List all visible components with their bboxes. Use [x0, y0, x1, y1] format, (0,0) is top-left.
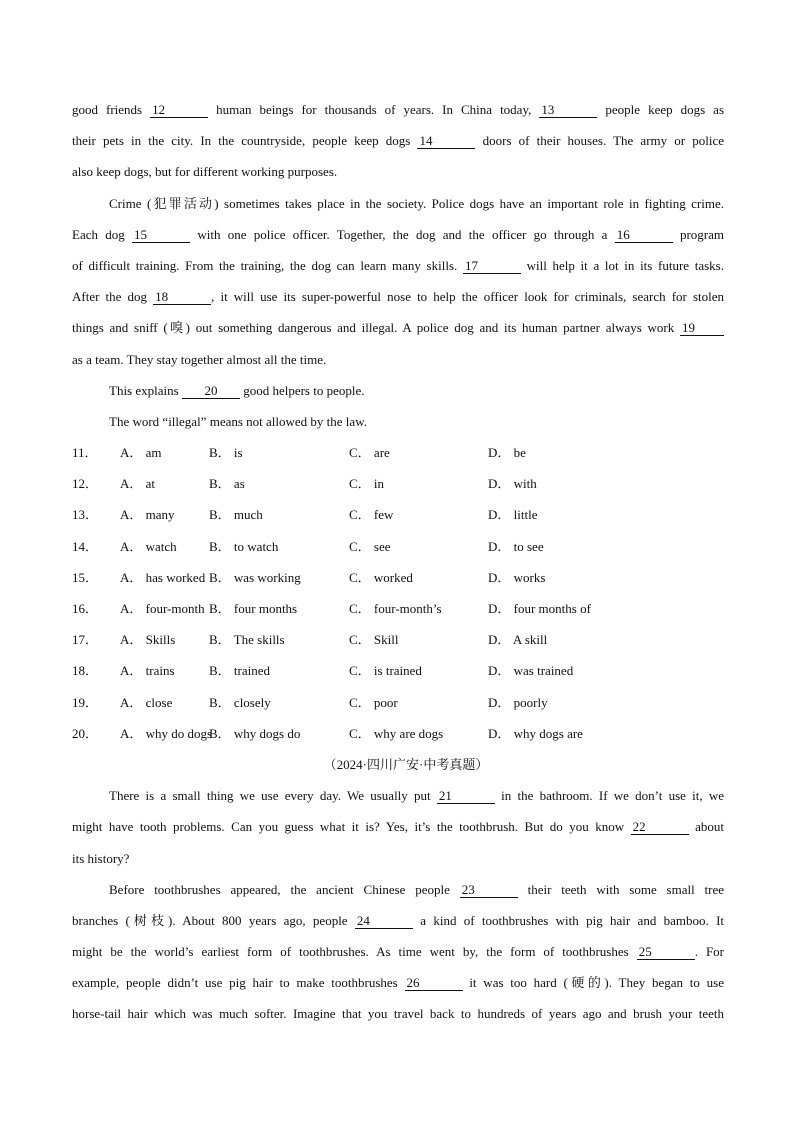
text: things and sniff (嗅) out something dangerous and illegal. A police dog and its human partner always work — [72, 320, 675, 336]
option-d[interactable]: D． why dogs are — [488, 725, 583, 741]
passage2-line-5 — [72, 909, 724, 940]
blank-18[interactable]: 18 — [153, 289, 211, 305]
blank-13[interactable]: 13 — [539, 102, 597, 118]
question-options-row — [72, 659, 724, 690]
option-c[interactable]: C． is trained — [349, 663, 422, 679]
option-b[interactable]: B． trained — [209, 663, 271, 679]
option-d[interactable]: D． little — [488, 507, 538, 523]
passage2-line-7 — [72, 971, 724, 1002]
option-b[interactable]: B． as — [209, 476, 245, 492]
option-b[interactable]: B． was working — [209, 569, 301, 585]
option-a[interactable]: A． trains — [120, 663, 175, 679]
option-a[interactable]: A． why do dogs — [120, 725, 213, 741]
option-d[interactable]: D． poorly — [488, 694, 548, 710]
passage1-line-8 — [72, 316, 724, 347]
passage1-line-3: also keep dogs, but for different working purposes. — [72, 164, 338, 180]
text: a kind of toothbrushes with pig hair and bamboo. It — [420, 912, 725, 928]
blank-26[interactable]: 26 — [405, 975, 463, 991]
text: with one police officer. Together, the dog and the officer go through a — [197, 226, 608, 242]
option-a[interactable]: A． four-month — [120, 601, 205, 616]
option-c[interactable]: C． why are dogs — [349, 725, 444, 741]
question-number: 15． — [72, 569, 99, 585]
text: will help it a lot in its future tasks. — [526, 257, 724, 273]
question-options-row — [72, 503, 724, 534]
option-b[interactable]: B． is — [209, 445, 243, 461]
option-c[interactable]: C． Skill — [349, 632, 399, 648]
text: it was too hard (硬的). They began to use — [469, 975, 725, 991]
text: branches (树枝). About 800 years ago, people — [72, 912, 348, 928]
blank-16[interactable]: 16 — [615, 227, 673, 243]
option-d[interactable]: D． works — [488, 569, 546, 585]
option-c[interactable]: C． see — [349, 538, 391, 554]
option-a[interactable]: A． at — [120, 476, 156, 492]
question-number: 20． — [72, 725, 99, 741]
question-options-row — [72, 691, 724, 722]
question-number: 13． — [72, 507, 99, 523]
option-c[interactable]: C． four-month’s — [349, 601, 442, 616]
question-number: 11． — [72, 445, 98, 461]
question-number: 19． — [72, 694, 99, 710]
question-options-row — [72, 441, 724, 472]
text: program — [679, 226, 725, 242]
text: This explains — [109, 382, 179, 398]
passage1-line-7 — [72, 285, 724, 316]
text: There is a small thing we use every day. We usually put — [109, 788, 431, 804]
text: . For — [694, 944, 725, 960]
option-d[interactable]: D． to see — [488, 538, 544, 554]
text: good helpers to people. — [243, 382, 365, 398]
text: Each dog — [72, 226, 125, 242]
text: After the dog — [72, 289, 147, 305]
blank-24[interactable]: 24 — [355, 913, 413, 929]
blank-23[interactable]: 23 — [460, 882, 518, 898]
question-number: 17． — [72, 632, 99, 648]
text: their pets in the city. In the countryside, people keep dogs — [72, 133, 411, 149]
options-list — [72, 441, 724, 753]
source-label: （2024·四川广安·中考真题） — [323, 756, 489, 772]
option-c[interactable]: C． worked — [349, 569, 413, 585]
passage1-line-1 — [72, 98, 724, 129]
option-c[interactable]: C． are — [349, 445, 390, 461]
option-d[interactable]: D． with — [488, 476, 537, 492]
option-a[interactable]: A． close — [120, 694, 173, 710]
option-a[interactable]: A． many — [120, 507, 175, 523]
text: doors of their houses. The army or police — [482, 133, 725, 149]
passage1-line-6 — [72, 254, 724, 285]
passage1-line-10 — [72, 379, 724, 410]
passage1-line-4: Crime (犯罪活动) sometimes takes place in the society. Police dogs have an important role in fighting crime. — [109, 195, 724, 211]
passage2-line-4 — [72, 878, 724, 909]
option-b[interactable]: B． to watch — [209, 538, 279, 554]
option-c[interactable]: C． few — [349, 507, 394, 523]
option-b[interactable]: B． four months — [209, 601, 298, 616]
blank-25[interactable]: 25 — [637, 944, 695, 960]
question-number: 18． — [72, 663, 99, 679]
blank-15[interactable]: 15 — [132, 227, 190, 243]
option-a[interactable]: A． watch — [120, 538, 177, 554]
text: might have tooth problems. Can you guess what it is? Yes, it’s the toothbrush. But do you know — [72, 819, 625, 835]
option-c[interactable]: C． poor — [349, 694, 398, 710]
passage2-line-8: horse-tail hair which was much softer. Imagine that you travel back to hundreds of years ago and brush your teeth — [72, 1006, 724, 1022]
text: example, people didn’t use pig hair to make toothbrushes — [72, 975, 398, 991]
passage2-line-6 — [72, 940, 724, 971]
question-options-row — [72, 722, 724, 753]
text: human beings for thousands of years. In China today, — [216, 102, 532, 117]
text: of difficult training. From the training, the dog can learn many skills. — [72, 257, 458, 273]
text: Before toothbrushes appeared, the ancient Chinese people — [109, 881, 450, 897]
passage2-line-3: its history? — [72, 850, 130, 866]
passage1-line-9: as a team. They stay together almost all the time. — [72, 351, 327, 367]
text: their teeth with some small tree — [527, 881, 725, 897]
text: , it will use its super-powerful nose to help the officer look for criminals, search for stolen — [211, 289, 725, 305]
question-options-row — [72, 597, 724, 628]
blank-17[interactable]: 17 — [463, 258, 521, 274]
option-b[interactable]: B． closely — [209, 694, 271, 710]
blank-22[interactable]: 22 — [631, 819, 689, 835]
passage2-line-2 — [72, 815, 724, 846]
question-options-row — [72, 472, 724, 503]
blank-12[interactable]: 12 — [150, 102, 208, 118]
text: might be the world’s earliest form of toothbrushes. As time went by, the form of toothbrushes — [72, 944, 629, 960]
option-b[interactable]: B． why dogs do — [209, 725, 301, 741]
option-d[interactable]: D． four months of — [488, 601, 591, 616]
option-d[interactable]: D． A skill — [488, 632, 548, 648]
blank-21[interactable]: 21 — [437, 788, 495, 804]
blank-19[interactable]: 19 — [680, 320, 724, 336]
blank-14[interactable]: 14 — [417, 133, 475, 149]
text: people keep dogs as — [605, 102, 725, 117]
question-number: 14． — [72, 538, 99, 554]
exam-page — [72, 98, 724, 1034]
option-d[interactable]: D． be — [488, 445, 526, 461]
option-a[interactable]: A． has worked — [120, 569, 206, 585]
passage2-line-1 — [72, 784, 724, 815]
option-a[interactable]: A． am — [120, 445, 162, 461]
passage1-line-5 — [72, 223, 724, 254]
question-options-row — [72, 566, 724, 597]
option-c[interactable]: C． in — [349, 476, 385, 492]
blank-20[interactable]: 20 — [182, 383, 240, 399]
passage1-line-2 — [72, 129, 724, 160]
option-a[interactable]: A． Skills — [120, 632, 176, 648]
question-number: 12． — [72, 476, 99, 492]
question-options-row — [72, 628, 724, 659]
passage1-line-11: The word “illegal” means not allowed by the law. — [109, 413, 367, 429]
option-d[interactable]: D． was trained — [488, 663, 574, 679]
text: in the bathroom. If we don’t use it, we — [501, 788, 724, 804]
question-number: 16． — [72, 601, 99, 616]
option-b[interactable]: B． much — [209, 507, 263, 523]
text: good friends — [72, 102, 143, 117]
question-options-row — [72, 535, 724, 566]
option-b[interactable]: B． The skills — [209, 632, 285, 648]
text: about — [695, 819, 724, 835]
